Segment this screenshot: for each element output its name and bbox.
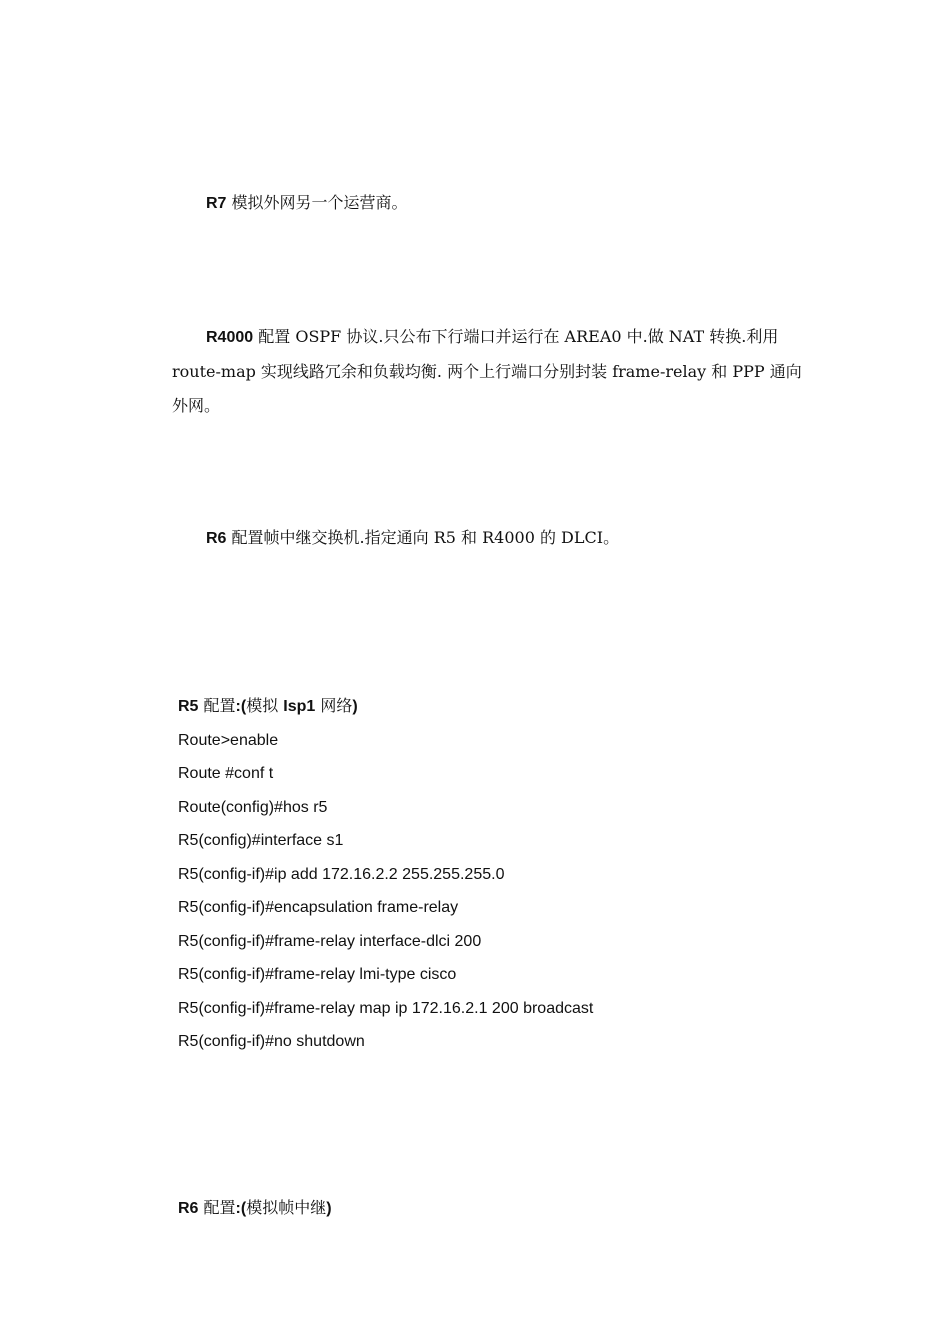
r5-heading-sim: 模拟 xyxy=(246,696,284,715)
router-label-r4000: R4000 xyxy=(206,329,254,346)
paragraph-r4000-line-1 xyxy=(172,320,812,355)
paragraph-r4000-text-1: 配置 OSPF 协议.只公布下行端口并运行在 AREA0 中.做 NAT 转换.利用 xyxy=(253,327,779,346)
r5-heading-isp: Isp1 xyxy=(283,698,316,715)
r5-command-line: R5(config-if)#frame-relay interface-dlci 200 xyxy=(178,933,482,950)
router-label-r6: R6 xyxy=(206,530,227,547)
r5-command-line: R5(config)#interface s1 xyxy=(178,832,344,849)
r5-command-line: Route>enable xyxy=(178,732,279,749)
r6-heading-paren-open: :( xyxy=(235,1200,247,1217)
paragraph-r4000-line-2: route-map 实现线路冗余和负载均衡. 两个上行端口分别封装 frame-relay 和 PPP 通向 xyxy=(172,362,802,381)
r5-command-line: Route #conf t xyxy=(178,765,274,782)
r5-command-line: R5(config-if)#frame-relay map ip 172.16.2.1 200 broadcast xyxy=(178,1000,594,1017)
r5-command-line: R5(config-if)#no shutdown xyxy=(178,1033,365,1050)
paragraph-r6 xyxy=(206,521,619,555)
r5-heading-paren-close: ) xyxy=(352,698,358,715)
r6-heading-paren-close: ) xyxy=(326,1200,332,1217)
paragraph-r4000 xyxy=(172,320,812,423)
r5-heading-net: 网络 xyxy=(315,696,353,715)
r5-command-line: R5(config-if)#ip add 172.16.2.2 255.255.255.0 xyxy=(178,866,505,883)
r5-heading-config: 配置 xyxy=(198,696,236,715)
router-label-r7: R7 xyxy=(206,195,227,212)
r6-heading-sim: 模拟帧中继 xyxy=(246,1198,327,1217)
paragraph-r7-text: 模拟外网另一个运营商。 xyxy=(226,193,408,212)
r5-config-heading xyxy=(178,689,358,723)
r6-heading-config: 配置 xyxy=(198,1198,236,1217)
r5-heading-label: R5 xyxy=(178,698,199,715)
r5-command-line: R5(config-if)#encapsulation frame-relay xyxy=(178,899,459,916)
r5-command-line: R5(config-if)#frame-relay lmi-type cisco xyxy=(178,966,457,983)
r6-heading-label: R6 xyxy=(178,1200,199,1217)
paragraph-r4000-line-3: 外网。 xyxy=(172,396,221,415)
paragraph-r7 xyxy=(206,186,408,220)
paragraph-r6-text: 配置帧中继交换机.指定通向 R5 和 R4000 的 DLCI。 xyxy=(226,528,620,547)
r5-command-line: Route(config)#hos r5 xyxy=(178,799,328,816)
r5-heading-paren-open: :( xyxy=(235,698,247,715)
r6-config-heading xyxy=(178,1191,332,1225)
